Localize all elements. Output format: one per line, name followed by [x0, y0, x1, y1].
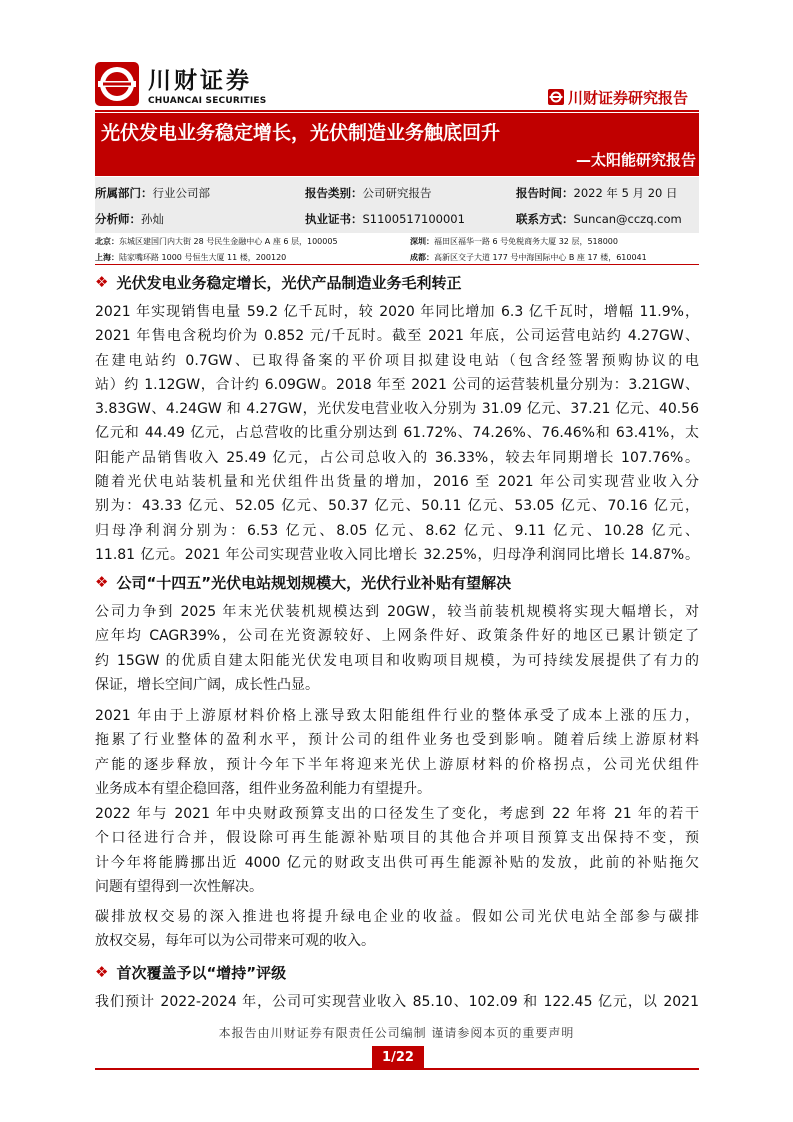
address-chengdu-value: 高新区交子大道 177 号中海国际中心 B 座 17 楼，610041 — [434, 253, 647, 262]
meta-cert-label: 执业证书： — [305, 212, 363, 226]
text-line: 计今年将能腾挪出近 4000 亿元的财政支出供可再生能源补贴的发放，此前的补贴拖欠 — [95, 854, 699, 871]
address-beijing-label: 北京： — [95, 237, 119, 246]
text-line: 站）约 1.12GW，合计约 6.09GW。2018 年至 2021 公司的运营装机量分别为：3.21GW、 — [95, 376, 699, 393]
text-line: 2021 年由于上游原材料价格上涨导致太阳能组件行业的整体承受了成本上涨的压力， — [95, 708, 699, 724]
address-beijing-value: 东城区建国门内大街 28 号民生金融中心 A 座 6 层，100005 — [119, 237, 338, 246]
logo-text-cn: 川财证券 — [148, 68, 252, 94]
section-heading-3-text: 首次覆盖予以“增持”评级 — [116, 963, 287, 982]
footer-divider — [95, 1068, 699, 1070]
report-title: 光伏发电业务稳定增长，光伏制造业务触底回升 — [101, 122, 501, 144]
meta-time — [516, 185, 678, 201]
address-shanghai-value: 陆家嘴环路 1000 号恒生大厦 11 楼，200120 — [119, 253, 287, 262]
section-heading-2 — [95, 571, 511, 593]
text-line: 2021 年实现销售电量 59.2 亿千瓦时，较 2020 年同比增加 6.3 亿千瓦时，增幅 11.9%， — [95, 304, 699, 320]
section-heading-2-text: 公司“十四五”光伏电站规划规模大，光伏行业补贴有望解决 — [116, 573, 512, 592]
text-line: 我们预计 2022-2024 年，公司可实现营业收入 85.10、102.09 和 122.45 亿元，以 2021 — [95, 994, 699, 1010]
text-line: 放权交易，每年可以为公司带来可观的收入。 — [95, 933, 375, 950]
text-line: 别为：43.33 亿元、52.05 亿元、50.37 亿元、50.11 亿元、53.05 亿元、70.16 亿元， — [95, 498, 699, 515]
diamond-bullet-icon: ❖ — [95, 963, 109, 981]
section-2-paragraph-1 — [95, 600, 699, 697]
meta-contact-value[interactable]: Suncan@cczq.com — [573, 212, 682, 226]
section-heading-1-text: 光伏发电业务稳定增长，光伏产品制造业务毛利转正 — [116, 273, 462, 292]
text-line: 问题有望得到一次性解决。 — [95, 878, 263, 895]
page-number: 1/22 — [372, 1046, 424, 1068]
section-heading-1 — [95, 271, 461, 293]
address-shanghai — [95, 252, 286, 263]
meta-contact — [516, 211, 682, 227]
footer-disclaimer: 本报告由川财证券有限责任公司编制 谨请参阅本页的重要声明 — [218, 1026, 575, 1040]
brand-logo-icon — [548, 89, 564, 105]
meta-contact-label: 联系方式： — [516, 212, 574, 226]
meta-type-label: 报告类别： — [305, 186, 363, 200]
text-line: 在建电站约 0.7GW、已取得备案的平价项目拟建设电站（包含经签署预购协议的电 — [95, 352, 699, 369]
text-line: 产能的逐步释放，预计今年下半年将迎来光伏上游原材料的价格拐点，公司光伏组件 — [95, 756, 699, 773]
address-divider — [95, 264, 699, 265]
text-line: 拖累了行业整体的盈利水平，预计公司的组件业务也受到影响。随着后续上游原材料 — [95, 732, 699, 749]
meta-dept-label: 所属部门： — [95, 186, 153, 200]
text-line: 个口径进行合并，假设除可再生能源补贴项目的其他合并项目预算支出保持不变，预 — [95, 830, 699, 847]
meta-analyst — [95, 211, 164, 227]
text-line: 2022 年与 2021 年中央财政预算支出的口径发生了变化，考虑到 22 年将 21 年的若干 — [95, 806, 699, 822]
text-line: 11.81 亿元。2021 年公司实现营业收入同比增长 32.25%，归母净利润同比增长 14.87%。 — [95, 546, 699, 563]
meta-dept-value: 行业公司部 — [152, 186, 210, 200]
diamond-bullet-icon: ❖ — [95, 273, 109, 291]
text-line: 归母净利润分别为：6.53 亿元、8.05 亿元、8.62 亿元、9.11 亿元、10.28 亿元、 — [95, 522, 699, 539]
text-line: 3.83GW、4.24GW 和 4.27GW，光伏发电营业收入分别为 31.09 亿元、37.21 亿元、40.56 — [95, 401, 699, 418]
text-line: 保证，增长空间广阔，成长性凸显。 — [95, 676, 319, 693]
section-2-paragraph-2 — [95, 704, 699, 801]
section-heading-3 — [95, 961, 286, 983]
text-line: 阳能产品销售收入 25.49 亿元，占公司总收入的 36.33%，较去年同期增长 107.76%。 — [95, 449, 699, 466]
address-chengdu-label: 成都： — [410, 253, 434, 262]
diamond-bullet-icon: ❖ — [95, 573, 109, 591]
meta-analyst-label: 分析师： — [95, 212, 141, 226]
meta-dept — [95, 185, 210, 201]
meta-type — [305, 185, 432, 201]
logo-text-en: CHUANCAI SECURITIES — [148, 96, 267, 106]
address-beijing — [95, 236, 338, 247]
text-line: 碳排放权交易的深入推进也将提升绿电企业的收益。假如公司光伏电站全部参与碳排 — [95, 909, 699, 925]
text-line: 应年均 CAGR39%，公司在光资源较好、上网条件好、政策条件好的地区已累计锁定了 — [95, 628, 699, 645]
section-2-paragraph-4 — [95, 905, 699, 954]
address-shenzhen — [410, 236, 618, 247]
text-line: 随着光伏电站装机量和光伏组件出货量的增加，2016 至 2021 年公司实现营业收入分 — [95, 474, 699, 491]
address-shenzhen-label: 深圳： — [410, 237, 434, 246]
section-3-paragraph-1 — [95, 990, 699, 1014]
meta-time-label: 报告时间： — [516, 186, 574, 200]
text-line: 亿元和 44.49 亿元，占总营收的比重分别达到 61.72%、74.26%、76.46%和 63.41%，太 — [95, 425, 699, 442]
meta-time-value: 2022 年 5 月 20 日 — [573, 186, 678, 200]
text-line: 2021 年售电含税均价为 0.852 元/千瓦时。截至 2021 年底，公司运营电站约 4.27GW、 — [95, 328, 699, 345]
meta-cert — [305, 211, 465, 227]
section-2-paragraph-3 — [95, 802, 699, 899]
text-line: 公司力争到 2025 年末光伏装机规模达到 20GW，较当前装机规模将实现大幅增长，对 — [95, 604, 699, 620]
section-1-paragraph-1 — [95, 300, 699, 567]
report-subtitle: —太阳能研究报告 — [575, 151, 696, 169]
address-chengdu — [410, 252, 647, 263]
meta-type-value: 公司研究报告 — [362, 186, 432, 200]
meta-cert-value: S1100517100001 — [362, 212, 465, 226]
meta-analyst-value: 孙灿 — [141, 212, 164, 226]
company-logo-icon — [95, 62, 139, 106]
text-line: 业务成本有望企稳回落，组件业务盈利能力有望提升。 — [95, 780, 431, 797]
brand-report-text: 川财证券研究报告 — [568, 88, 689, 107]
address-shanghai-label: 上海： — [95, 253, 119, 262]
address-shenzhen-value: 福田区福华一路 6 号免税商务大厦 32 层，518000 — [434, 237, 618, 246]
brand-report-label — [548, 86, 688, 108]
text-line: 约 15GW 的优质自建太阳能光伏发电项目和收购项目规模，为可持续发展提供了有力的 — [95, 652, 699, 669]
header-divider — [95, 110, 699, 112]
